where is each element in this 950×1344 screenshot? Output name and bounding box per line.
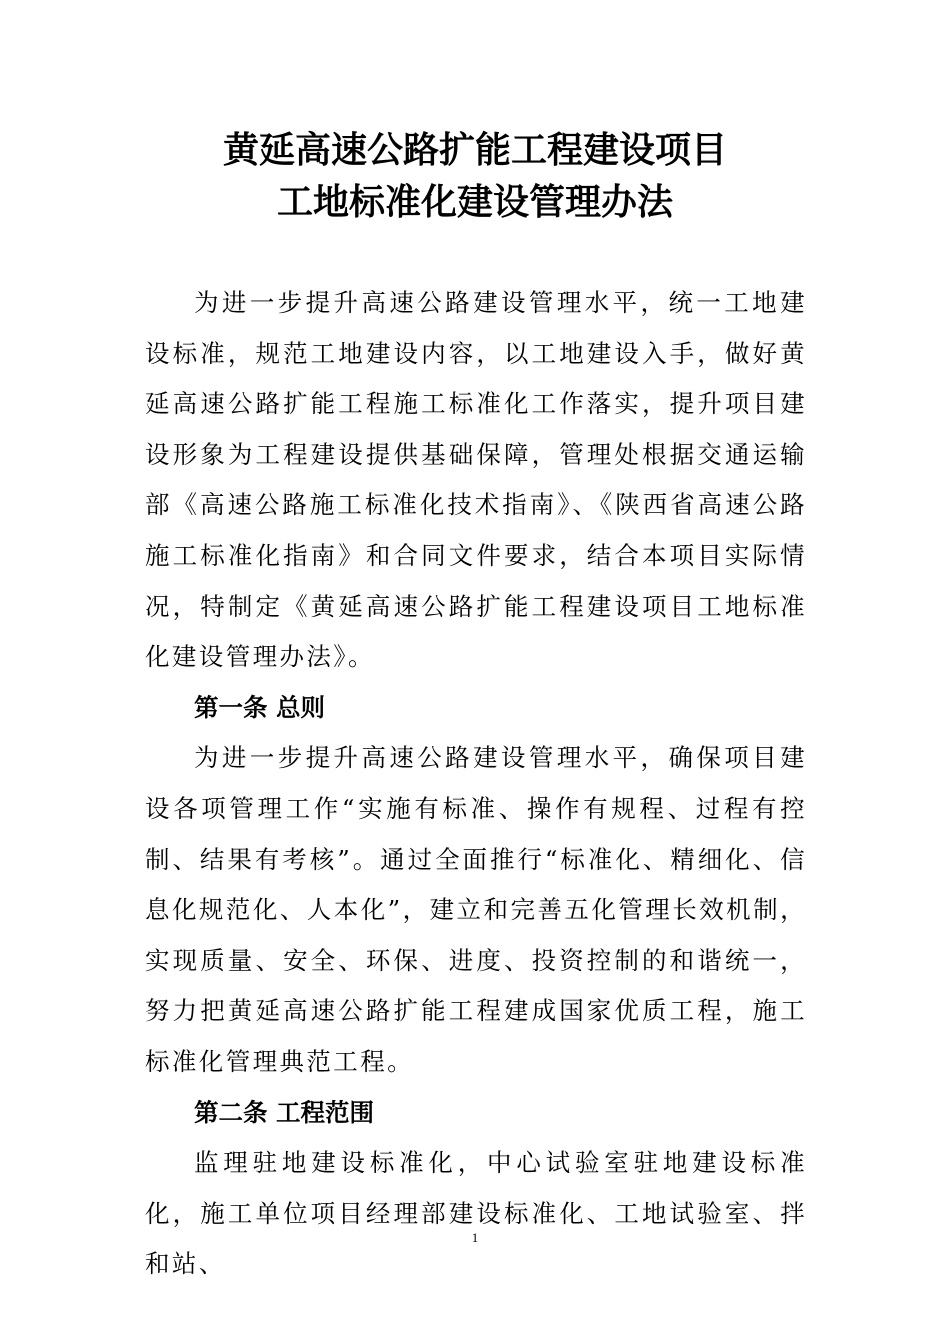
section-heading-general: 第一条 总则: [194, 692, 326, 722]
document-body: [145, 278, 807, 1290]
intro-paragraph: 为进一步提升高速公路建设管理水平，统一工地建设标准，规范工地建设内容，以工地建设入手，做好黄延高速公路扩能工程施工标准化工作落实，提升项目建设形象为工程建设提供基础保障，管理处根据交通运输部《高速公路施工标准化技术指南》、《陕西省高速公路施工标准化指南》和合同文件要求，结合本项目实际情况，特制定《黄延高速公路扩能工程建设项目工地标准化建设管理办法》。: [145, 288, 807, 672]
title-line-2: 工地标准化建设管理办法: [276, 181, 673, 223]
section-paragraph-scope: 监理驻地建设标准化，中心试验室驻地建设标准化，施工单位项目经理部建设标准化、工地试验室、拌和站、: [145, 1148, 807, 1279]
title-line-1: 黄延高速公路扩能工程建设项目: [222, 129, 727, 171]
section-heading-scope: 第二条 工程范围: [194, 1097, 375, 1127]
section-paragraph-general: 为进一步提升高速公路建设管理水平，确保项目建设各项管理工作“实施有标准、操作有规程、过程有控制、结果有考核”。通过全面推行“标准化、精细化、信息化规范化、人本化”，建立和完善五化管理长效机制，实现质量、安全、环保、进度、投资控制的和谐统一，努力把黄延高速公路扩能工程建成国家优质工程，施工标准化管理典范工程。: [145, 743, 807, 1076]
page-number: 1: [471, 1230, 479, 1245]
document-title: [0, 124, 950, 228]
